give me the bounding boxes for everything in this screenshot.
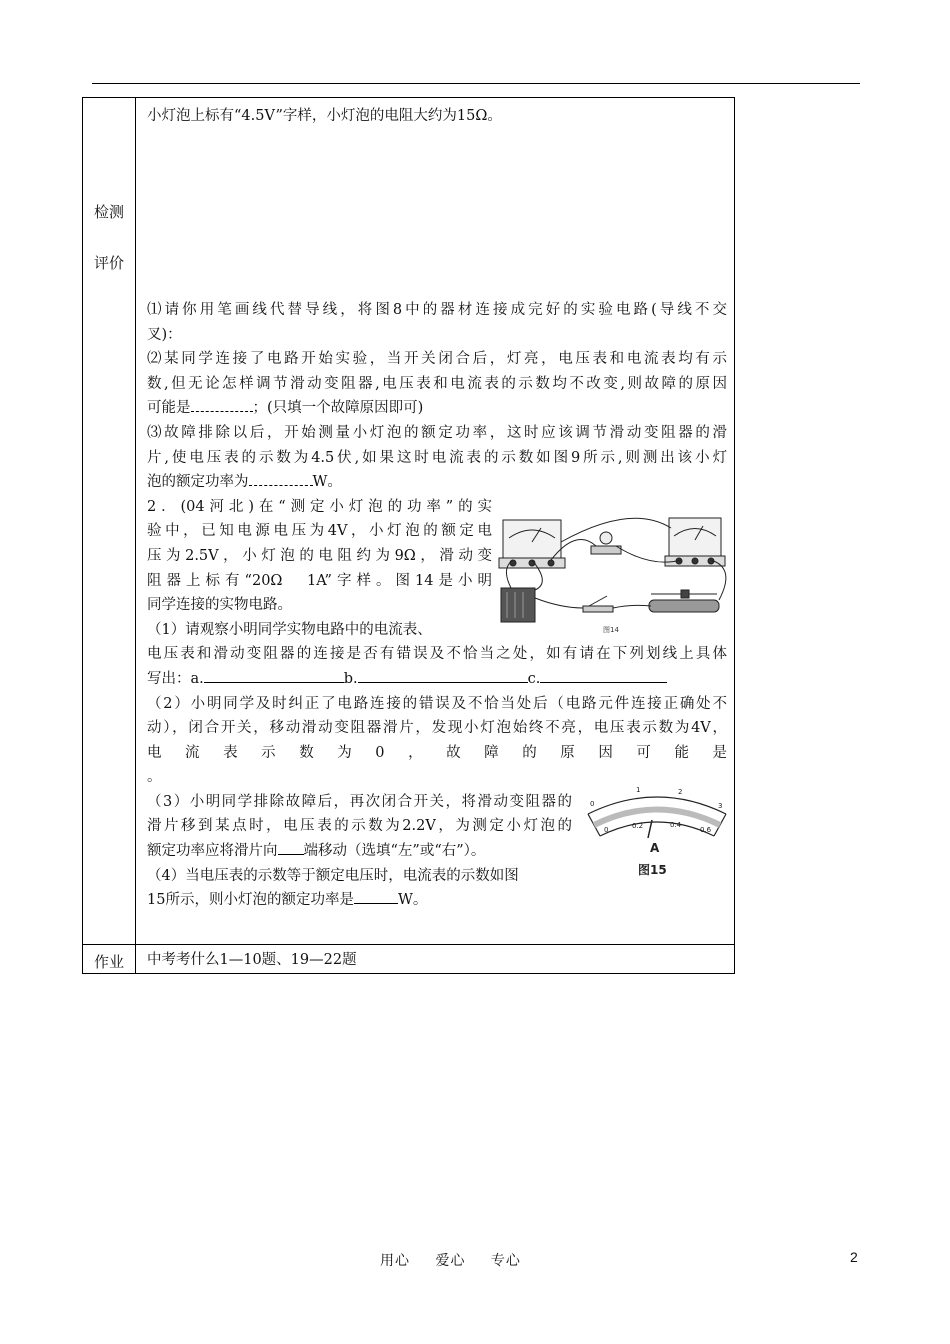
lamp-holder <box>591 546 621 554</box>
footer-motto <box>380 1250 541 1270</box>
homework-text: 中考考什么1—10题、19—22题 <box>147 952 357 968</box>
question-content <box>147 104 727 129</box>
p2-q4-line1: （4）当电压表的示数等于额定电压时，电流表的示数如图 <box>147 867 519 884</box>
answer-blank-c[interactable] <box>540 668 667 683</box>
answer-blank-q3[interactable] <box>249 471 313 486</box>
p2-line3: 压为2.5V，小灯泡的电阻约为9Ω，滑动变 <box>147 547 492 564</box>
table-column-divider <box>135 98 136 973</box>
problem2-q3q4 <box>147 790 572 913</box>
scale-bottom-06: 0.6 <box>700 826 712 834</box>
p2-q3-line3: 额定功率应将滑片向 端移动（选填“左”或“右”）。 <box>147 839 572 864</box>
q1-line2: 叉)： <box>147 326 182 343</box>
ammeter-right <box>669 518 721 558</box>
voltmeter-left <box>503 520 561 560</box>
q2-line1: ⑵某同学连接了电路开始实验，当开关闭合后，灯亮，电压表和电流表均有示 <box>147 351 727 368</box>
scale-top-3: 3 <box>718 802 723 810</box>
answer-blank-power[interactable] <box>354 889 398 904</box>
switch <box>583 606 613 612</box>
q3-line3: 泡的额定功率为 W。 <box>147 470 727 495</box>
table-row-divider <box>83 944 734 945</box>
scale-top-1: 1 <box>636 786 641 794</box>
answer-blank-a[interactable] <box>204 668 344 683</box>
q1-line1: ⑴请你用笔画线代替导线，将图8中的器材连接成完好的实验电路(导线不交 <box>147 302 727 318</box>
battery <box>501 588 535 622</box>
q3-line1: ⑶故障排除以后，开始测量小灯泡的额定功率，这时应该调节滑动变阻器的滑 <box>147 424 727 441</box>
q3-line2: 片,使电压表的示数为4.5伏,如果这时电流表的示数如图9所示,则测出该小灯 <box>147 449 727 466</box>
p2-q2-line1: （2）小明同学及时纠正了电路连接的错误及不恰当处后（电路元件连接正确处不 <box>147 695 727 712</box>
p2-q3-line2: 滑片移到某点时，电压表的示数为2.2V，为测定小灯泡的 <box>147 818 572 835</box>
dial-unit: A <box>650 841 660 855</box>
answer-blank-q2[interactable] <box>191 397 253 412</box>
problem2-intro <box>147 495 492 643</box>
p2-q1-line3: 写出：a. b. c. <box>147 667 727 692</box>
p2-q1-line2: 电压表和滑动变阻器的连接是否有错误及不恰当之处，如有请在下列划线上具体 <box>147 646 727 663</box>
row-label-pingjia: 评价 <box>93 254 124 272</box>
p2-q1-line1: （1）请观察小明同学实物电路中的电流表、 <box>147 621 432 638</box>
q2-line2: 数,但无论怎样调节滑动变阻器,电压表和电流表的示数均不改变,则故障的原因 <box>147 375 727 392</box>
footer-motto-3: 专心 <box>490 1253 521 1269</box>
rheostat <box>649 600 719 612</box>
p2-line2: 验中，已知电源电压为4V，小灯泡的额定电 <box>147 523 492 540</box>
p2-line4: 阻器上标有“20Ω 1A”字样。图14是小明 <box>147 572 492 589</box>
p2-line1: 2．(04河北)在“测定小灯泡的功率”的实 <box>147 498 492 515</box>
p2-q4-line2: 15所示，则小灯泡的额定功率是 W。 <box>147 888 572 913</box>
figure-14-circuit <box>491 508 735 636</box>
scale-bottom-04: 0.4 <box>670 821 682 829</box>
p2-q2-line2: 动），闭合开关，移动滑动变阻器滑片，发现小灯泡始终不亮，电压表示数为4V， <box>147 720 727 737</box>
figure-15-caption: 图15 <box>638 863 667 877</box>
intro-line: 小灯泡上标有“4.5V”字样，小灯泡的电阻大约为15Ω。 <box>147 108 502 124</box>
answer-blank-b[interactable] <box>358 668 528 683</box>
scale-bottom-0: 0 <box>604 826 609 834</box>
q2-line3: 可能是 ；(只填一个故障原因即可) <box>147 396 727 421</box>
row-label-homework: 作业 <box>93 953 124 971</box>
footer-motto-1: 用心 <box>380 1253 410 1269</box>
footer-motto-2: 爱心 <box>435 1253 466 1269</box>
figure-14-caption: 图14 <box>603 626 619 634</box>
p2-q2-line4: 。 <box>147 769 162 786</box>
row-label-jiance: 检测 <box>93 203 124 221</box>
p2-line5: 同学连接的实物电路。 <box>147 597 292 614</box>
p2-q2-line3: 电流表示数为0，故障的原因可能是 <box>147 744 727 761</box>
p2-q3-line1: （3）小明同学排除故障后，再次闭合开关，将滑动变阻器的 <box>147 793 572 810</box>
figure-15-ammeter-dial <box>582 780 732 880</box>
answer-blank-direction[interactable] <box>278 840 304 855</box>
scale-top-0: 0 <box>590 800 595 808</box>
page-number: 2 <box>850 1249 858 1265</box>
header-rule <box>92 83 860 84</box>
scale-bottom-02: 0.2 <box>632 822 644 830</box>
scale-top-2: 2 <box>678 788 683 796</box>
